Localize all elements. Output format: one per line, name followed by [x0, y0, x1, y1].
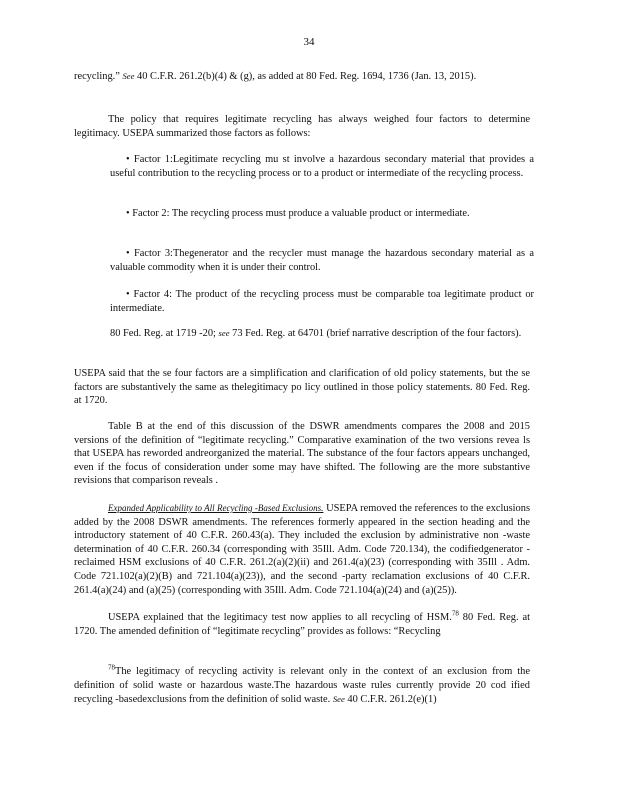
quote-cite-post: 73 Fed. Reg. at 64701 (brief narrative description of the four factors).: [232, 328, 522, 339]
intro-text: recycling.”: [74, 71, 120, 82]
footnote-tail: 40 C.F.R. 261.2(e)(1): [347, 693, 437, 705]
factor-4-text: • Factor 4: The product of the recycling process must be comparable toa legitimate product or intermediate.: [110, 289, 534, 314]
factor-1: [110, 153, 534, 180]
usepa-paragraph: [74, 367, 530, 408]
last-pre: USEPA explained that the legitimacy test now applies to all recycling of HSM.: [108, 612, 452, 623]
page-number: 34: [303, 36, 315, 48]
footnote-text: The legitimacy of recycling activity is relevant only in the context of an exclusion from the definition of solid waste or hazardous waste.The hazardous waste rules currently provide 20 cod ified recycling -basedexclusions from the definition of solid waste.: [74, 666, 530, 705]
last-paragraph: [74, 611, 530, 638]
factor-1-text: • Factor 1:Legitimate recycling mu st involve a hazardous secondary material that provides a useful contribution to the recycling process or to a product or intermediate of the recycling process.: [110, 154, 534, 179]
footnote-mark: 78: [108, 663, 115, 672]
factor-2-text: • Factor 2: The recycling process must produce a valuable product or intermediate.: [126, 208, 470, 219]
intro-citation: 40 C.F.R. 261.2(b)(4) & (g), as added at 80 Fed. Reg. 1694, 1736 (Jan. 13, 2015).: [137, 71, 477, 82]
quote-citation: [110, 327, 534, 341]
last-post: 80 Fed. Reg. at 1720. The amended definition of “legitimate recycling” provides as follows: “Recycling: [74, 612, 531, 637]
policy-text: The policy that requires legitimate recycling has always weighed four factors to determine legitimacy. USEPA summarized those factors as follows:: [74, 114, 530, 139]
expanded-body: USEPA removed the references to the exclusions added by the 2008 DSWR amendments. The references formerly appeared in the section heading and the introductory statement of 40 C.F.R. 260.43(a). They included the exclusion by administrative non -waste determination of 40 C.F.R. 260.34 (corresponding with 35Ill. Adm. Code 720.134), the codifiedgenerator -reclaimed HSM exclusions of 40 C.F.R. 261.2(a)(2)(ii) and 261.4(a)(23) (corresponding with 35Ill . Adm. Code 721.102(a)(2)(B) and 721.104(a)(23)), and the second -party reclamation exclusions of 40 C.F.R. 261.4(a)(24) and (a)(25) (corresponding with 35Ill. Adm. Code 721.104(a)(24) and (a)(25)).: [74, 503, 530, 596]
intro-see: See: [122, 71, 135, 81]
tableb-text: Table B at the end of this discussion of the DSWR amendments compares the 2008 and 2015 versions of the definition of “legitimate recycling.” Comparative examination of the two versions revea ls that USEPA has reworded andreorganized the material. The substance of the four factors appears unchanged, even if the focus of consideration under some may have shifted. The following are the more substantive revisions that comparison reveals .: [74, 421, 530, 487]
intro-paragraph: [74, 70, 530, 84]
footnote: [74, 655, 530, 717]
factor-3-text: • Factor 3:Thegenerator and the recycler must manage the hazardous secondary material as a valuable commodity when it is under their control.: [110, 248, 534, 273]
factor-3: [110, 247, 534, 274]
footnote-see: See: [332, 693, 345, 704]
usepa-text: USEPA said that the se four factors are a simplification and clarification of old policy statements, but the se factors are substantively the same as thelegitimacy po licy outlined in those policy statements. 80 Fed. Reg. at 1720.: [74, 368, 530, 407]
policy-paragraph: [74, 113, 530, 140]
factor-2: [110, 207, 534, 221]
expanded-paragraph: [74, 502, 530, 597]
quote-cite-pre: 80 Fed. Reg. at 1719 -20;: [110, 328, 216, 339]
expanded-heading: Expanded Applicability to All Recycling -Based Exclusions.: [108, 503, 324, 513]
quote-cite-see: see: [218, 328, 230, 338]
footnote-reference: 78: [451, 609, 459, 618]
factor-4: [110, 288, 534, 315]
tableb-paragraph: [74, 420, 530, 488]
